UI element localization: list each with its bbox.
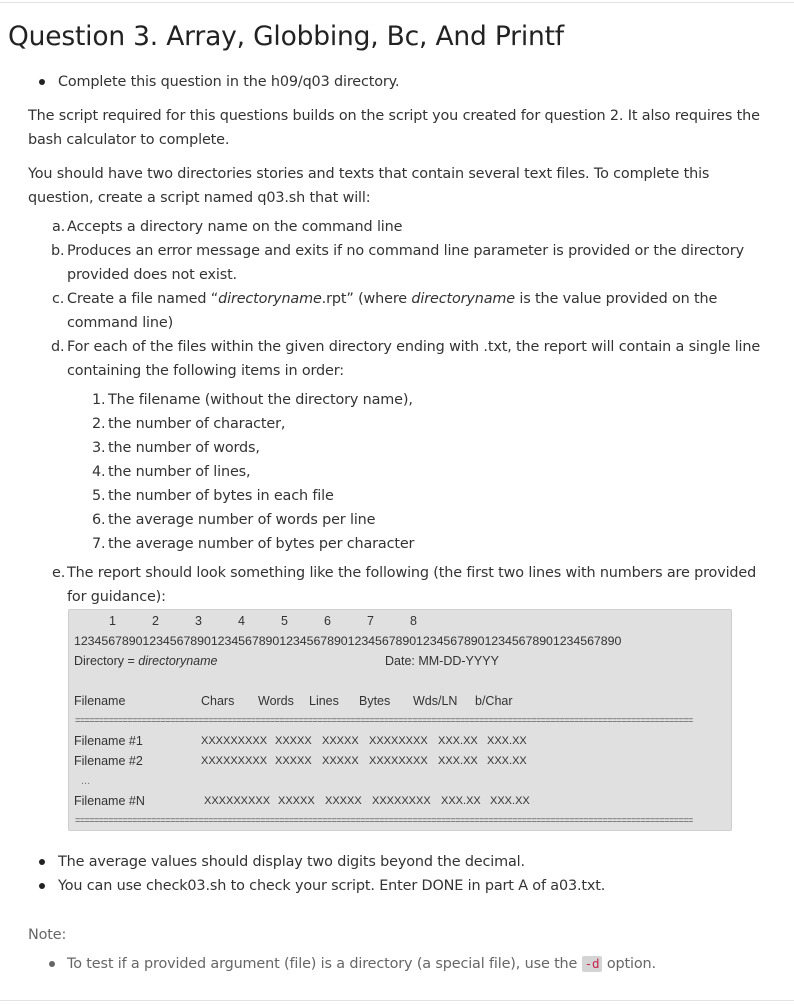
report-item-4-marker: 4. (92, 464, 106, 480)
bullet-dot (39, 883, 45, 889)
step-a-text: Accepts a directory name on the command line (67, 219, 403, 235)
top-divider (0, 2, 794, 3)
step-c-marker: c. (52, 291, 65, 307)
row-n-wds: XXX.XX (441, 795, 481, 807)
header-chars: Chars (201, 694, 235, 708)
step-c-line2: command line) (67, 315, 174, 331)
step-c-line1: Create a file named “directoryname.rpt” (where directoryname is the value provided on the (67, 291, 718, 307)
row-1-name: Filename #1 (74, 734, 143, 748)
row-n-lines: XXXXX (325, 795, 362, 807)
separator-line: ================================================================================================================================== (75, 716, 693, 726)
ruler-tens: 5 (281, 614, 288, 628)
page-title: Question 3. Array, Globbing, Bc, And Printf (8, 21, 564, 52)
separator-line: ================================================================================================================================== (75, 816, 693, 826)
row-2-bytes: XXXXXXXX (369, 755, 428, 767)
row-2-bc: XXX.XX (487, 755, 527, 767)
after-bullet-1: The average values should display two digits beyond the decimal. (58, 854, 525, 870)
report-item-3-marker: 3. (92, 440, 106, 456)
ruler-tens: 6 (324, 614, 331, 628)
report-item-3: the number of words, (108, 440, 260, 456)
report-item-6-marker: 6. (92, 512, 106, 528)
bottom-divider (0, 1000, 794, 1001)
paragraph2-line1: You should have two directories stories and texts that contain several text files. To complete this (28, 166, 710, 182)
row-1-chars: XXXXXXXXX (201, 735, 268, 747)
report-item-7: the average number of bytes per character (108, 536, 415, 552)
paragraph1-line2: bash calculator to complete. (28, 132, 230, 148)
step-d-line2: containing the following items in order: (67, 363, 344, 379)
row-n-words: XXXXX (278, 795, 315, 807)
report-item-7-marker: 7. (92, 536, 106, 552)
row-2-name: Filename #2 (74, 754, 143, 768)
note-bullet: To test if a provided argument (file) is a directory (a special file), use the -d option. (67, 956, 656, 972)
row-n-name: Filename #N (74, 794, 145, 808)
row-2-lines: XXXXX (322, 755, 359, 767)
header-wds-ln: Wds/LN (413, 694, 458, 708)
step-e-line1: The report should look something like the following (the first two lines with numbers are provided (67, 565, 757, 581)
header-filename: Filename (74, 694, 126, 708)
bullet-dot (49, 961, 55, 967)
row-n-bc: XXX.XX (490, 795, 530, 807)
ruler-digits: 12345678901234567890123456789012345678901234567890123456789012345678901234567890 (74, 634, 622, 648)
row-1-wds: XXX.XX (438, 735, 478, 747)
header-lines: Lines (309, 694, 339, 708)
step-b-line2: provided does not exist. (67, 267, 237, 283)
report-item-2: the number of character, (108, 416, 286, 432)
paragraph2-line2: question, create a script named q03.sh that will: (28, 190, 371, 206)
step-d-marker: d. (51, 339, 65, 355)
row-2-wds: XXX.XX (438, 755, 478, 767)
row-2-chars: XXXXXXXXX (201, 755, 268, 767)
report-item-2-marker: 2. (92, 416, 106, 432)
header-b-char: b/Char (475, 694, 513, 708)
report-item-6: the average number of words per line (108, 512, 376, 528)
ruler-tens: 3 (195, 614, 202, 628)
ellipsis: ... (81, 775, 91, 787)
ruler-tens: 1 (109, 614, 116, 628)
date-line: Date: MM-DD-YYYY (385, 654, 499, 668)
after-bullet-2: You can use check03.sh to check your script. Enter DONE in part A of a03.txt. (58, 878, 606, 894)
ruler-tens: 8 (410, 614, 417, 628)
row-2-words: XXXXX (275, 755, 312, 767)
report-item-1-marker: 1. (92, 392, 106, 408)
step-d-line1: For each of the files within the given directory ending with .txt, the report will contain a single line (67, 339, 761, 355)
row-n-chars: XXXXXXXXX (204, 795, 271, 807)
directory-line: Directory = directoryname (74, 654, 218, 668)
row-1-bc: XXX.XX (487, 735, 527, 747)
header-bytes: Bytes (359, 694, 391, 708)
bullet-dot (39, 859, 45, 865)
step-e-marker: e. (52, 565, 66, 581)
step-b-line1: Produces an error message and exits if no command line parameter is provided or the directory (67, 243, 744, 259)
code-snippet: -d (582, 956, 603, 972)
row-1-words: XXXXX (275, 735, 312, 747)
report-item-1: The filename (without the directory name), (108, 392, 413, 408)
row-1-bytes: XXXXXXXX (369, 735, 428, 747)
bullet-dot (39, 79, 45, 85)
ruler-tens: 2 (152, 614, 159, 628)
sample-report-block (68, 609, 732, 831)
step-e-line2: for guidance): (67, 589, 166, 605)
intro-bullet: Complete this question in the h09/q03 directory. (58, 74, 400, 90)
report-item-4: the number of lines, (108, 464, 251, 480)
note-label: Note: (28, 927, 67, 943)
ruler-tens: 7 (367, 614, 374, 628)
header-words: Words (258, 694, 294, 708)
report-item-5: the number of bytes in each file (108, 488, 334, 504)
row-1-lines: XXXXX (322, 735, 359, 747)
row-n-bytes: XXXXXXXX (372, 795, 431, 807)
step-b-marker: b. (51, 243, 65, 259)
report-item-5-marker: 5. (92, 488, 106, 504)
ruler-tens: 4 (238, 614, 245, 628)
paragraph1-line1: The script required for this questions builds on the script you created for question 2. It also requires the (28, 108, 760, 124)
step-a-marker: a. (52, 219, 66, 235)
